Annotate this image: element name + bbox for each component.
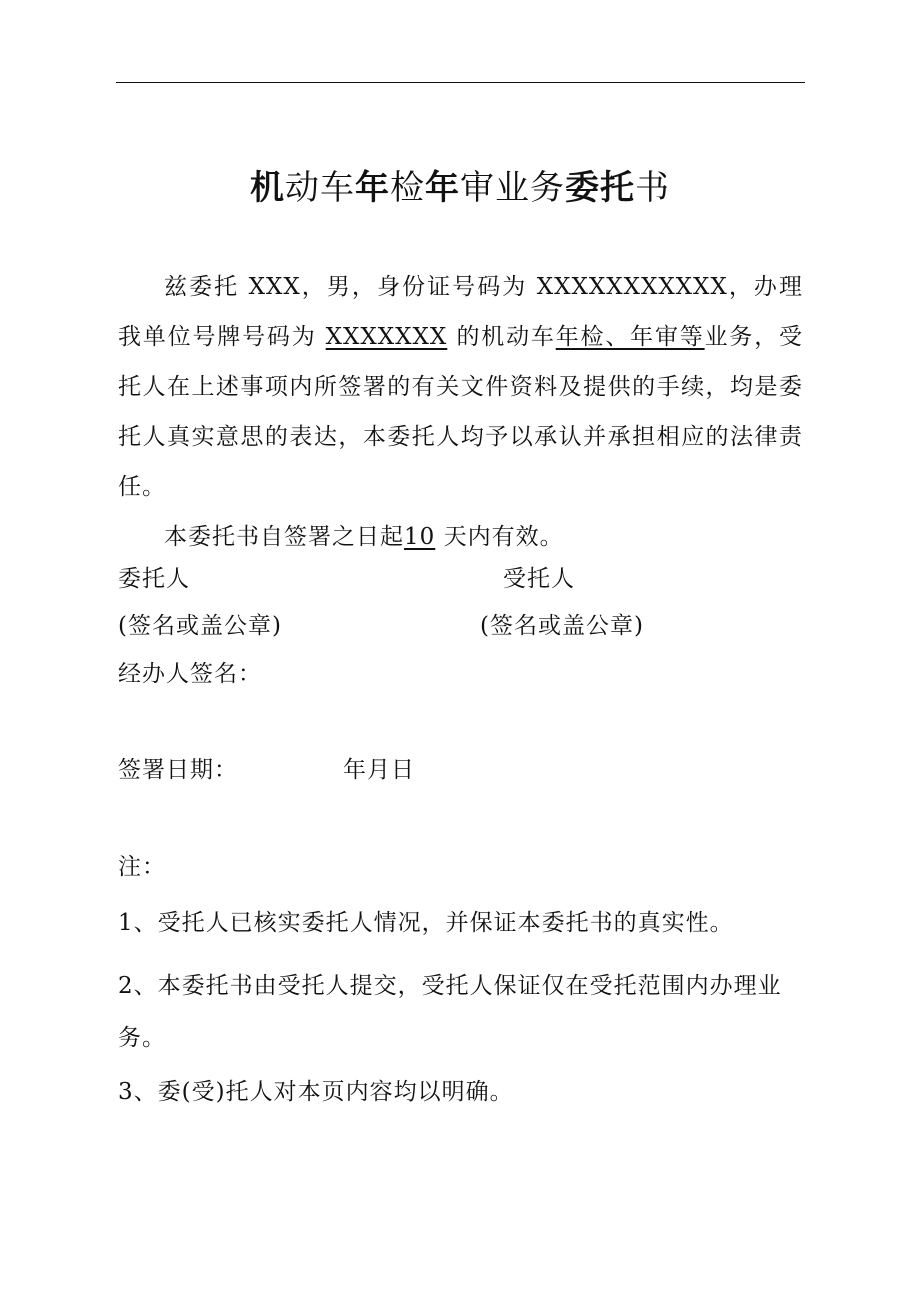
validity-days: 10 (404, 524, 436, 550)
notes-heading: 注： (118, 854, 166, 880)
note-item: 1、受托人已核实委托人情况，并保证本委托书的真实性。 (118, 910, 734, 936)
agent-label: 受托人 (503, 566, 575, 592)
sign-date-label: 签署日期： (118, 757, 238, 783)
plate-number: XXXXXXX (325, 324, 448, 350)
top-rule (116, 82, 805, 83)
agent-seal: (签名或盖公章) (480, 613, 644, 639)
handler-signature-label: 经办人签名： (118, 661, 262, 687)
validity-paragraph: 本委托书自签署之日起10 天内有效。 (164, 524, 564, 550)
authorization-paragraph: 兹委托 XXX，男，身份证号码为 XXXXXXXXXXX，办理我单位号牌号码为 XXXXXXX 的机动车年检、年审等业务，受托人在上述事项内所签署的有关文件资料及提供的手续，均是委托人真实意思的表达，本委托人均予以承认并承担相应的法律责任。 (118, 274, 804, 500)
document-body (118, 262, 803, 562)
note-item: 2、本委托书由受托人提交，受托人保证仅在受托范围内办理业务。 (118, 973, 782, 1051)
document-title: 机动车年检年审业务委托书 (250, 168, 670, 208)
principal-label: 委托人 (118, 566, 190, 592)
note-item: 3、委(受)托人对本页内容均以明确。 (118, 1079, 514, 1105)
sign-date-value: 年月日 (343, 757, 415, 783)
principal-seal: (签名或盖公章) (118, 613, 282, 639)
matter-text: 年检、年审等 (555, 324, 705, 350)
